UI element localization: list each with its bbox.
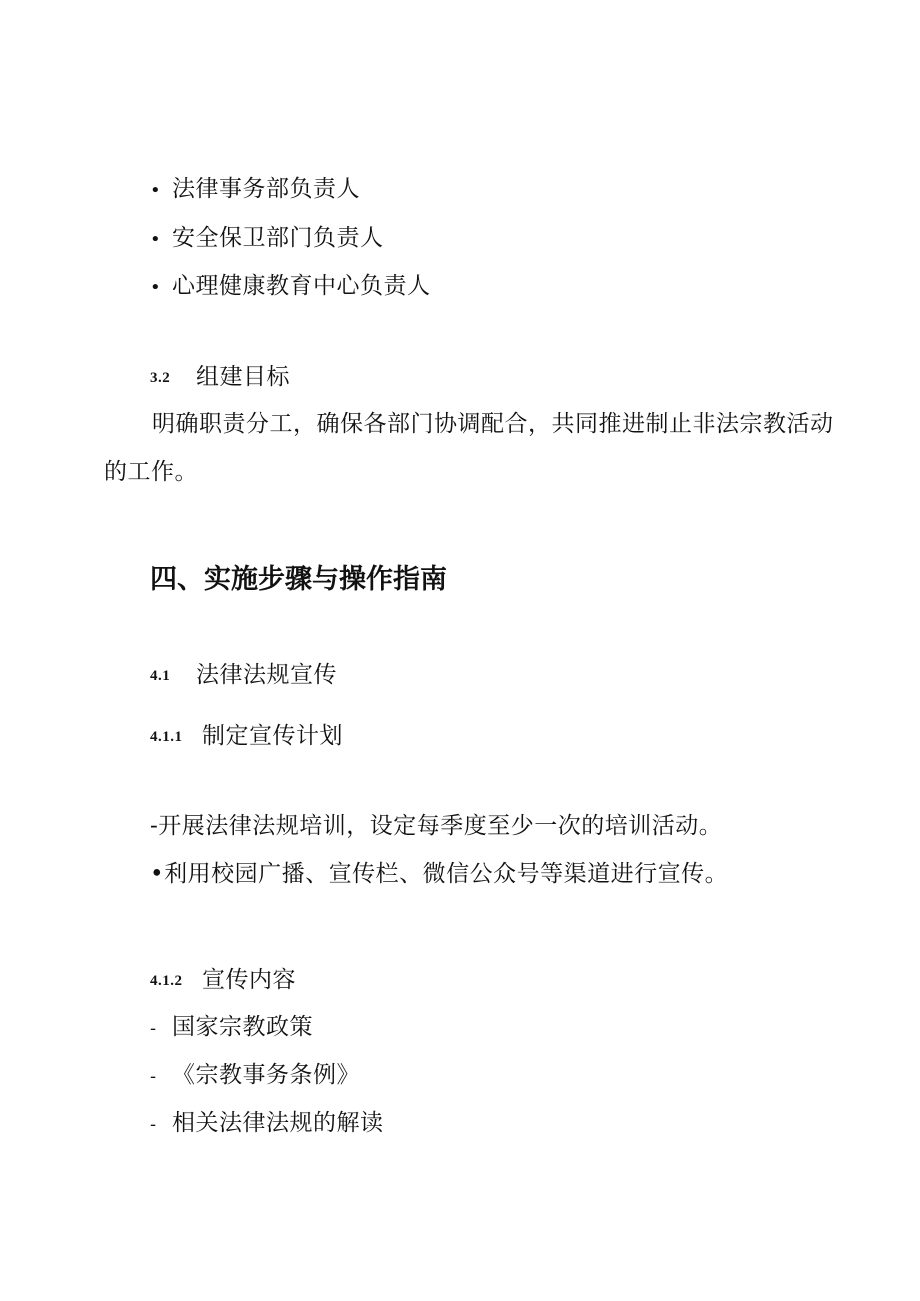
section-number: 4.1.2 xyxy=(150,973,183,989)
section-number: 4.1.1 xyxy=(150,729,183,745)
section-heading: 四、实施步骤与操作指南 xyxy=(150,564,447,595)
list-item xyxy=(150,1108,384,1140)
list-item-text: 法律事务部负责人 xyxy=(172,176,360,202)
list-item xyxy=(150,1060,360,1092)
bullet-mark: • xyxy=(150,277,162,298)
list-item xyxy=(150,811,722,841)
section-title: 宣传内容 xyxy=(202,967,296,993)
section-number: 3.2 xyxy=(150,370,171,386)
list-mark: - xyxy=(150,813,159,839)
subsection-heading-4-1-2 xyxy=(150,965,296,996)
bullet-mark: • xyxy=(150,229,162,250)
list-item-text: 安全保卫部门负责人 xyxy=(172,225,384,251)
list-mark: - xyxy=(150,1066,157,1087)
list-item xyxy=(150,223,384,255)
body-paragraph: 明确职责分工，确保各部门协调配合，共同推进制止非法宗教活动的工作。 xyxy=(104,411,834,485)
section-title: 组建目标 xyxy=(196,364,290,390)
subsection-heading-4-1 xyxy=(150,660,337,691)
list-mark: - xyxy=(150,1018,157,1039)
list-item-text: 相关法律法规的解读 xyxy=(172,1110,384,1136)
list-item xyxy=(150,174,360,206)
section-number: 4.1 xyxy=(150,668,171,684)
list-mark: - xyxy=(150,1114,157,1135)
section-title: 制定宣传计划 xyxy=(202,723,343,749)
subsection-heading-3-2 xyxy=(150,362,290,393)
list-mark: • xyxy=(150,861,165,887)
list-item-text: 利用校园广播、宣传栏、微信公众号等渠道进行宣传。 xyxy=(164,861,729,887)
list-item xyxy=(150,271,431,303)
list-item-text: 国家宗教政策 xyxy=(172,1014,313,1040)
list-item-text: 心理健康教育中心负责人 xyxy=(172,273,431,299)
bullet-mark: • xyxy=(150,180,162,201)
list-item xyxy=(150,859,728,889)
list-item-text: 开展法律法规培训，设定每季度至少一次的培训活动。 xyxy=(158,813,723,839)
section-title: 法律法规宣传 xyxy=(196,662,337,688)
list-item xyxy=(150,1012,313,1044)
list-item-text: 《宗教事务条例》 xyxy=(172,1062,360,1088)
subsection-heading-4-1-1 xyxy=(150,721,343,752)
